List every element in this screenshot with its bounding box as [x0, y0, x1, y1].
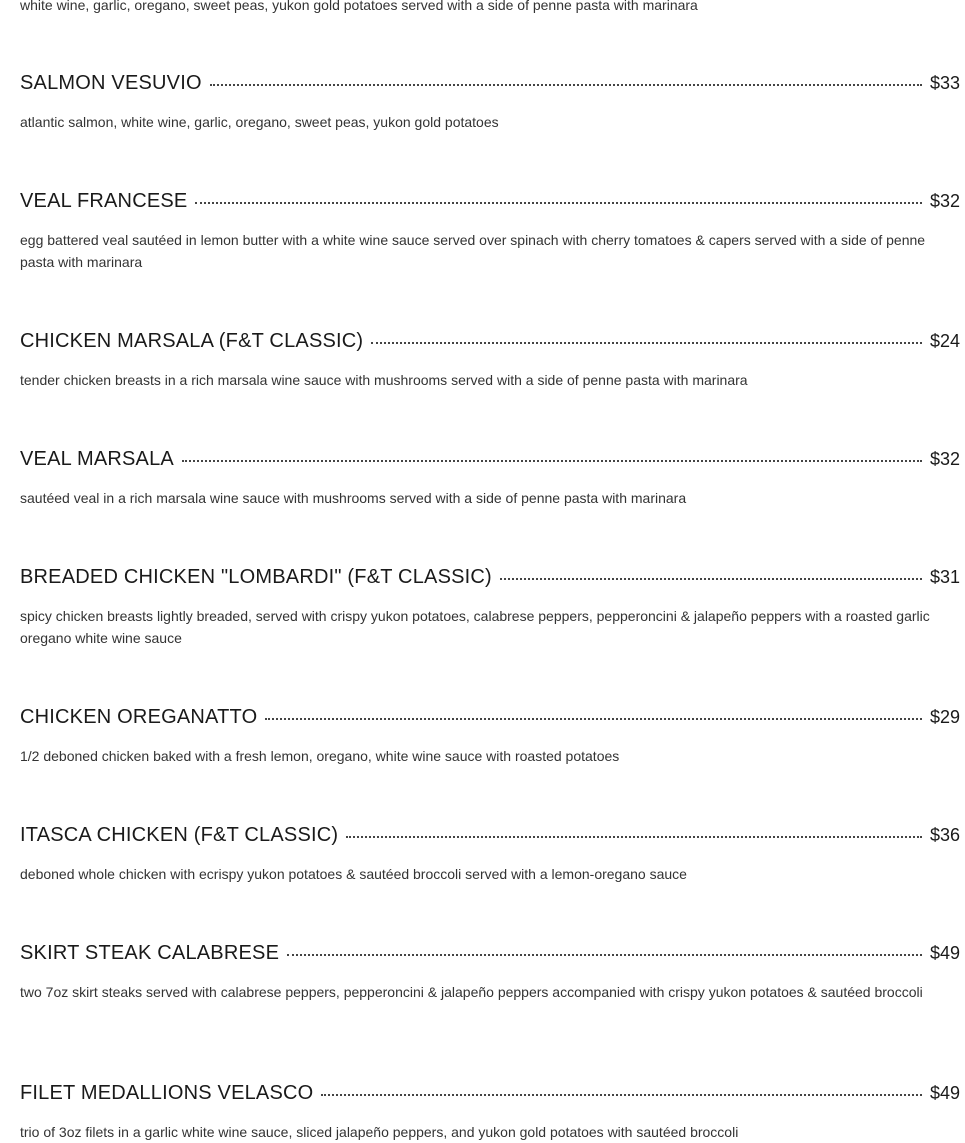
menu-item-header — [20, 190, 960, 213]
dotted-leader — [265, 718, 922, 720]
dotted-leader — [182, 460, 922, 462]
menu-item-description: sautéed veal in a rich marsala wine sauce with mushrooms served with a side of penne pasta with marinara — [20, 490, 687, 506]
menu-item-price: $24 — [929, 331, 960, 351]
menu-item-description: spicy chicken breasts lightly breaded, served with crispy yukon potatoes, calabrese peppers, pepperoncini & jalapeño peppers with a roasted garlic oregano white wine sauce — [20, 608, 930, 646]
menu-item-description: atlantic salmon, white wine, garlic, oregano, sweet peas, yukon gold potatoes — [20, 114, 499, 130]
menu-item-name: CHICKEN OREGANATTO — [20, 706, 258, 728]
menu-item-header — [20, 448, 960, 471]
menu-item-chicken-oreganatto — [20, 706, 960, 767]
menu-item-description: egg battered veal sautéed in lemon butter with a white wine sauce served over spinach with cherry tomatoes & capers served with a side of penne pasta with marinara — [20, 232, 926, 270]
menu-item-veal-francese — [20, 190, 960, 273]
menu-item-header — [20, 330, 960, 353]
dotted-leader — [346, 836, 922, 838]
menu-item-description: trio of 3oz filets in a garlic white wine sauce, sliced jalapeño peppers, and yukon gold potatoes with sautéed broccoli — [20, 1124, 739, 1140]
menu-item-price: $49 — [929, 1083, 960, 1103]
menu-item-price: $32 — [929, 449, 960, 469]
menu-item-header — [20, 942, 960, 965]
menu-item-description: 1/2 deboned chicken baked with a fresh lemon, oregano, white wine sauce with roasted potatoes — [20, 748, 620, 764]
menu-item-name: VEAL FRANCESE — [20, 190, 188, 212]
menu-item-header — [20, 706, 960, 729]
menu-item-veal-marsala — [20, 448, 960, 509]
menu-item-header — [20, 1082, 960, 1105]
menu-item-price: $32 — [929, 191, 960, 211]
menu-item-name: SKIRT STEAK CALABRESE — [20, 942, 280, 964]
menu-item-description: tender chicken breasts in a rich marsala wine sauce with mushrooms served with a side of penne pasta with marinara — [20, 372, 748, 388]
menu-item-price: $33 — [929, 73, 960, 93]
menu-item-breaded-chicken-lombardi — [20, 566, 960, 649]
dotted-leader — [287, 954, 922, 956]
dotted-leader — [371, 342, 922, 344]
dotted-leader — [321, 1094, 922, 1096]
menu-item-salmon-vesuvio — [20, 72, 960, 133]
menu-item-price: $36 — [929, 825, 960, 845]
dotted-leader — [195, 202, 921, 204]
menu-item-price: $29 — [929, 707, 960, 727]
previous-item-description: white wine, garlic, oregano, sweet peas, yukon gold potatoes served with a side of penne pasta with marinara — [20, 0, 698, 13]
menu-item-name: VEAL MARSALA — [20, 448, 174, 470]
menu-item-price: $49 — [929, 943, 960, 963]
menu-item-header — [20, 72, 960, 95]
menu-item-header — [20, 566, 960, 589]
menu-item-name: SALMON VESUVIO — [20, 72, 202, 94]
menu-item-itasca-chicken — [20, 824, 960, 885]
menu-item-name: BREADED CHICKEN "LOMBARDI" (F&T CLASSIC) — [20, 566, 492, 588]
menu-item-description: deboned whole chicken with ecrispy yukon potatoes & sautéed broccoli served with a lemon-oregano sauce — [20, 866, 687, 882]
dotted-leader — [210, 84, 922, 86]
menu-item-header — [20, 824, 960, 847]
menu-item-skirt-steak-calabrese — [20, 942, 960, 1003]
menu-item-description: two 7oz skirt steaks served with calabrese peppers, pepperoncini & jalapeño peppers accompanied with crispy yukon potatoes & sautéed broccoli — [20, 984, 923, 1000]
menu-item-chicken-marsala — [20, 330, 960, 391]
menu-item-name: ITASCA CHICKEN (F&T CLASSIC) — [20, 824, 339, 846]
menu-item-name: CHICKEN MARSALA (F&T CLASSIC) — [20, 330, 364, 352]
menu-item-price: $31 — [929, 567, 960, 587]
dotted-leader — [500, 578, 922, 580]
menu-item-name: FILET MEDALLIONS VELASCO — [20, 1082, 314, 1104]
